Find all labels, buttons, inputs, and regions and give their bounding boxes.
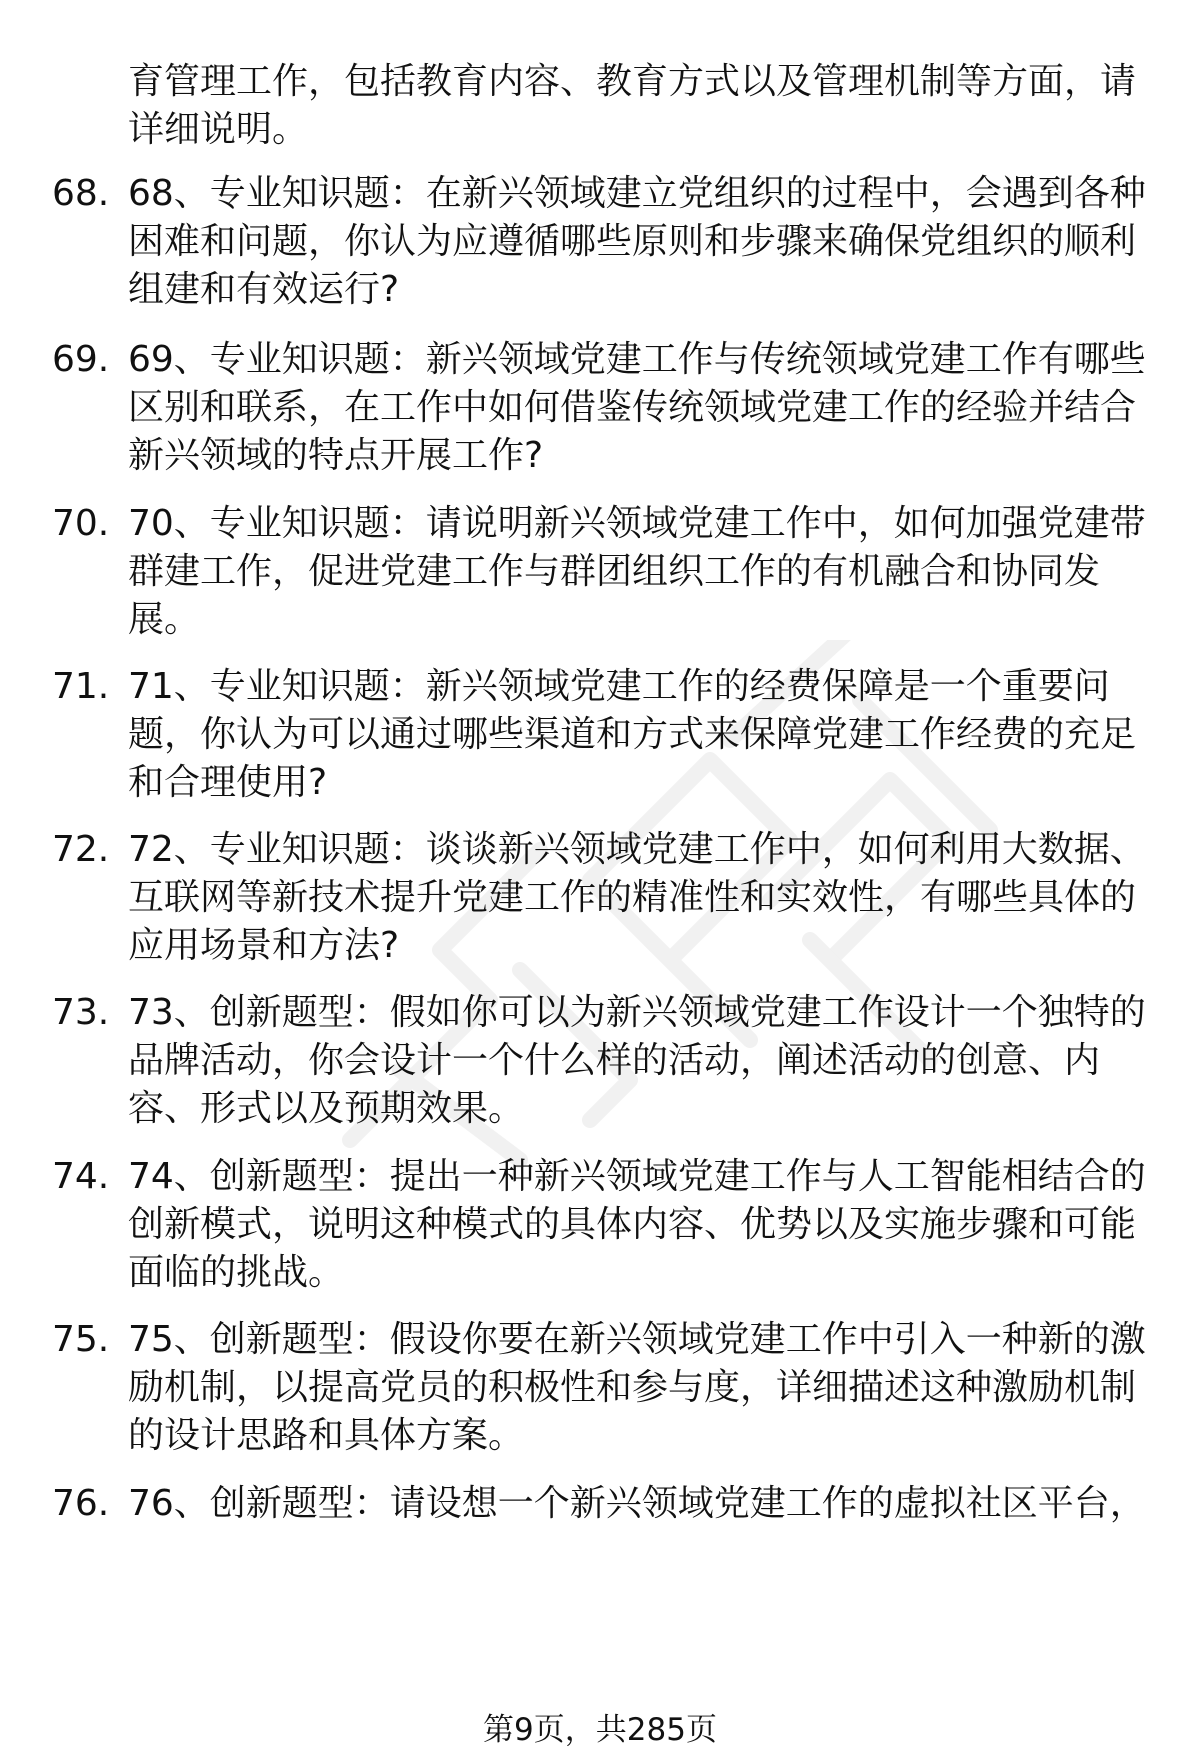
- question-text: 73、创新题型：假如你可以为新兴领域党建工作设计一个独特的品牌活动，你会设计一个什么样的活动，阐述活动的创意、内容、形式以及预期效果。: [128, 992, 1146, 1129]
- question-text: 69、专业知识题：新兴领域党建工作与传统领域党建工作有哪些区别和联系，在工作中如何借鉴传统领域党建工作的经验并结合新兴领域的特点开展工作?: [128, 339, 1146, 476]
- question-text: 75、创新题型：假设你要在新兴领域党建工作中引入一种新的激励机制，以提高党员的积极性和参与度，详细描述这种激励机制的设计思路和具体方案。: [128, 1319, 1146, 1456]
- continued-question-text: 育管理工作，包括教育内容、教育方式以及管理机制等方面，请详细说明。: [128, 61, 1137, 150]
- question-text: 70、专业知识题：请说明新兴领域党建工作中，如何加强党建带群建工作，促进党建工作与群团组织工作的有机融合和协同发展。: [128, 503, 1146, 640]
- question-number: 70.: [52, 503, 110, 544]
- question-number: 75.: [52, 1319, 110, 1360]
- question-text: 74、创新题型：提出一种新兴领域党建工作与人工智能相结合的创新模式，说明这种模式的具体内容、优势以及实施步骤和可能面临的挑战。: [128, 1156, 1146, 1293]
- question-number: 73.: [52, 992, 110, 1033]
- question-number: 68.: [52, 173, 110, 214]
- page-footer: 第9页，共285页: [483, 1712, 717, 1748]
- question-text: 68、专业知识题：在新兴领域建立党组织的过程中，会遇到各种困难和问题，你认为应遵循哪些原则和步骤来确保党组织的顺利组建和有效运行?: [128, 173, 1146, 310]
- question-number: 76.: [52, 1483, 110, 1524]
- question-number: 72.: [52, 829, 110, 870]
- question-text: 76、创新题型：请设想一个新兴领域党建工作的虚拟社区平台，: [128, 1483, 1146, 1524]
- question-number: 69.: [52, 339, 110, 380]
- question-text: 72、专业知识题：谈谈新兴领域党建工作中，如何利用大数据、互联网等新技术提升党建工作的精准性和实效性，有哪些具体的应用场景和方法?: [128, 829, 1146, 966]
- question-number: 71.: [52, 666, 110, 707]
- question-text: 71、专业知识题：新兴领域党建工作的经费保障是一个重要问题，你认为可以通过哪些渠道和方式来保障党建工作经费的充足和合理使用?: [128, 666, 1137, 803]
- question-number: 74.: [52, 1156, 110, 1197]
